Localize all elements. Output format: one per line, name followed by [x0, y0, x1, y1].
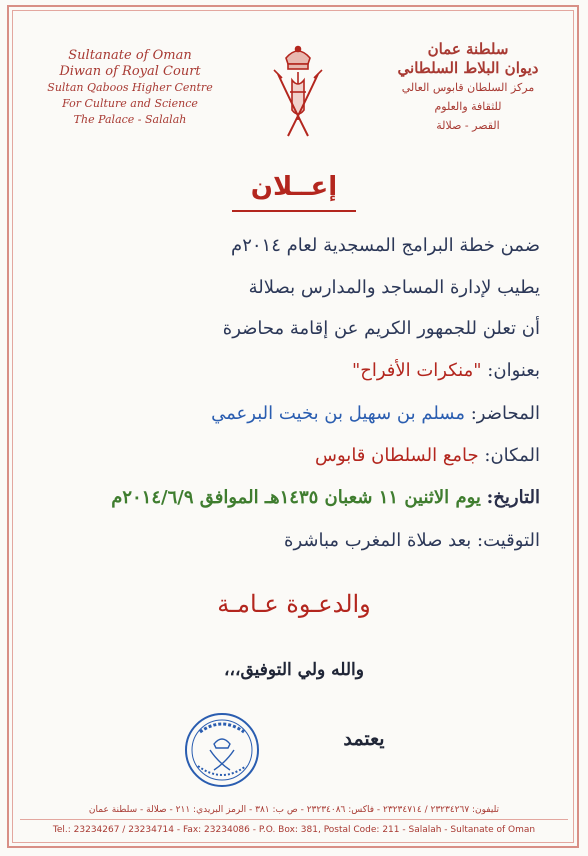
- header-ar-line: ديوان البلاط السلطاني: [397, 59, 539, 77]
- date-value: يوم الاثنين ١١ شعبان ١٤٣٥هـ الموافق ٢٠١٤/٦/٩م: [111, 487, 481, 508]
- invitation-text: والدعـوة عـامـة: [217, 590, 371, 618]
- header-en-line: Diwan of Royal Court: [59, 64, 201, 79]
- header-english: [30, 48, 230, 128]
- subject-row: [40, 360, 540, 381]
- subject-label: بعنوان:: [487, 360, 540, 381]
- header-ar-line: للثقافة والعلوم: [434, 100, 502, 113]
- header-ar-line: مركز السلطان قابوس العالي: [401, 81, 535, 94]
- official-seal-icon: [182, 710, 262, 790]
- body-line: يطيب لإدارة المساجد والمدارس بصلالة: [248, 277, 540, 298]
- date-row: [40, 487, 540, 508]
- footer-contact-english: Tel.: 23234267 / 23234714 - Fax: 23234086 - P.O. Box: 381, Postal Code: 211 - Salalah - Sultanate of Oman: [52, 825, 536, 835]
- time-value: بعد صلاة المغرب مباشرة: [284, 530, 472, 551]
- approved-label: يعتمد: [343, 728, 385, 750]
- lecturer-label: المحاضر:: [470, 403, 540, 424]
- header-en-line: Sultan Qaboos Higher Centre: [47, 81, 213, 94]
- time-label: التوقيت:: [477, 530, 540, 551]
- closing-text: والله ولي التوفيق،،،: [224, 660, 364, 680]
- date-label: التاريخ:: [486, 487, 540, 508]
- footer-divider: [20, 819, 568, 820]
- announcement-title: إعــلان: [250, 172, 338, 202]
- oman-emblem-icon: [268, 40, 328, 146]
- time-row: [40, 530, 540, 551]
- lecturer-value: مسلم بن سهيل بن بخيت البرعمي: [211, 403, 465, 424]
- header-en-line: Sultanate of Oman: [68, 48, 192, 63]
- body-line: أن تعلن للجمهور الكريم عن إقامة محاضرة: [222, 318, 540, 339]
- lecturer-row: [40, 403, 540, 424]
- place-value: جامع السلطان قابوس: [315, 445, 479, 466]
- place-label: المكان:: [484, 445, 540, 466]
- header-en-line: For Culture and Science: [62, 97, 198, 110]
- footer-contact-arabic: تليفون: ٢٣٢٣٤٢٦٧ / ٢٣٢٣٤٧١٤ - فاكس: ٢٣٢٣٤٠٨٦ - ص ب: ٣٨١ - الرمز البريدي: ٢١١ - صلالة - سلطنة عمان: [88, 805, 500, 815]
- header-ar-line: القصر - صلالة: [436, 119, 500, 132]
- body-line: ضمن خطة البرامج المسجدية لعام ٢٠١٤م: [231, 235, 540, 256]
- subject-value: "منكرات الأفراح": [351, 360, 482, 381]
- place-row: [40, 445, 540, 466]
- header-ar-line: سلطنة عمان: [427, 40, 509, 58]
- header-arabic: [378, 40, 558, 135]
- header-en-line: The Palace - Salalah: [73, 113, 187, 126]
- title-underline: [232, 210, 356, 212]
